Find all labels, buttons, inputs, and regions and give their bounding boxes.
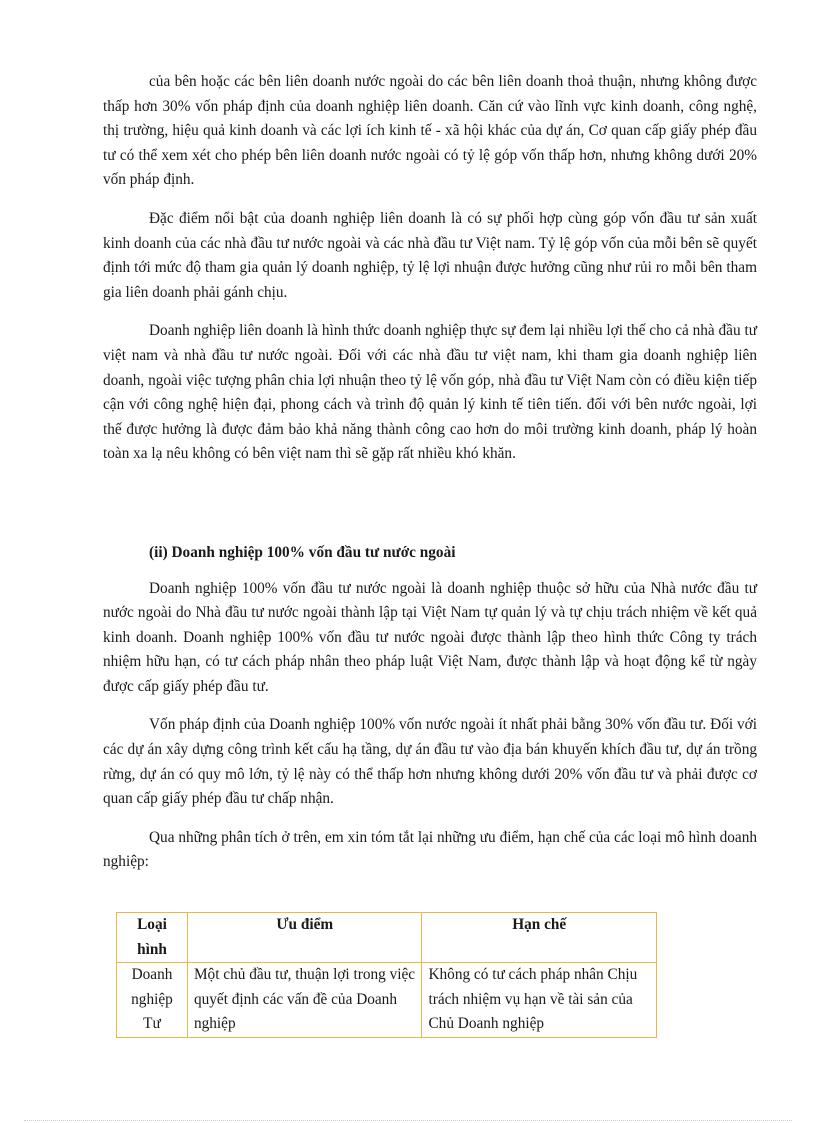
document-page [103,70,757,875]
header-type: Loại hình [117,913,188,963]
page-bottom-divider [24,1120,792,1121]
header-pros: Ưu điểm [187,913,422,963]
paragraph-joint-venture-feature: Đặc điểm nổi bật của doanh nghiệp liên doanh là có sự phối hợp cùng góp vốn đầu tư sản xuất kinh doanh của các nhà đầu tư nước ngoài và các nhà đầu tư Việt nam. Tỷ lệ góp vốn của mỗi bên sẽ quyết định tới mức độ tham gia quản lý doanh nghiệp, tỷ lệ lợi nhuận được hưởng cũng như rủi ro mỗi bên tham gia liên doanh phải gánh chịu. [103,209,757,301]
cell-pros: Một chủ đầu tư, thuận lợi trong việc quyết định các vấn đề của Doanh nghiệp [187,963,422,1038]
table-header-row [117,913,657,963]
section-heading-foreign-enterprise: (ii) Doanh nghiệp 100% vốn đầu tư nước ngoài [149,543,456,561]
paragraph-foreign-enterprise-definition: Doanh nghiệp 100% vốn đầu tư nước ngoài là doanh nghiệp thuộc sở hữu của Nhà nước đầu tư nước ngoài do Nhà đầu tư nước ngoài thành lập tại Việt Nam tự quản lý và tự chịu trách nhiệm về kết quả kinh doanh. Doanh nghiệp 100% vốn đầu tư nước ngoài được thành lập theo hình thức Công ty trách nhiệm hữu hạn, có tư cách pháp nhân theo pháp luật Việt Nam, được thành lập và hoạt động kể từ ngày được cấp giấy phép đầu tư. [103,579,757,695]
cell-type: Doanh nghiệp Tư [117,963,188,1038]
cell-cons: Không có tư cách pháp nhân Chịu trách nhiệm vụ hạn về tài sản của Chủ Doanh nghiệp [422,963,657,1038]
paragraph-foreign-enterprise-capital: Vốn pháp định của Doanh nghiệp 100% vốn nước ngoài ít nhất phải bằng 30% vốn đầu tư. Đối với các dự án xây dựng công trình kết cấu hạ tầng, dự án đầu tư vào địa bán khuyến khích đầu tư, dự án trồng rừng, dự án có quy mô lớn, tỷ lệ này có thể thấp hơn nhưng không dưới 20% vốn đầu tư và phải được cơ quan cấp giấy phép đầu tư chấp nhận. [103,716,757,808]
paragraph-joint-venture-benefits: Doanh nghiệp liên doanh là hình thức doanh nghiệp thực sự đem lại nhiều lợi thế cho cả nhà đầu tư việt nam và nhà đầu tư nước ngoài. Đối với các nhà đầu tư việt nam, khi tham gia doanh nghiệp liên doanh, ngoài việc tượng phân chia lợi nhuận theo tỷ lệ vốn góp, nhà đầu tư Việt Nam còn có điều kiện tiếp cận với công nghệ hiện đại, phong cách và trình độ quản lý kinh tế tiên tiến. đối với bên nước ngoài, lợi thế được hưởng là được đảm bảo khả năng thành công cao hơn do môi trường kinh doanh, pháp lý hoàn toàn xa lạ nêu không có bên việt nam thì sẽ gặp rất nhiều khó khăn. [103,322,757,463]
comparison-table [116,912,657,1038]
paragraph-joint-venture-capital: của bên hoặc các bên liên doanh nước ngoài do các bên liên doanh thoả thuận, nhưng không được thấp hơn 30% vốn pháp định của doanh nghiệp liên doanh. Căn cứ vào lĩnh vực kinh doanh, công nghệ, thị trường, hiệu quả kinh doanh và các lợi ích kinh tế - xã hội khác của dự án, Cơ quan cấp giấy phép đầu tư có thể xem xét cho phép bên liên doanh nước ngoài có tỷ lệ góp vốn thấp hơn, nhưng không dưới 20% vốn pháp định. [103,73,757,189]
paragraph-summary-intro: Qua những phân tích ở trên, em xin tóm tắt lại những ưu điểm, hạn chế của các loại mô hình doanh nghiệp: [103,828,757,871]
header-cons: Hạn chế [422,913,657,963]
table-row [117,963,657,1038]
